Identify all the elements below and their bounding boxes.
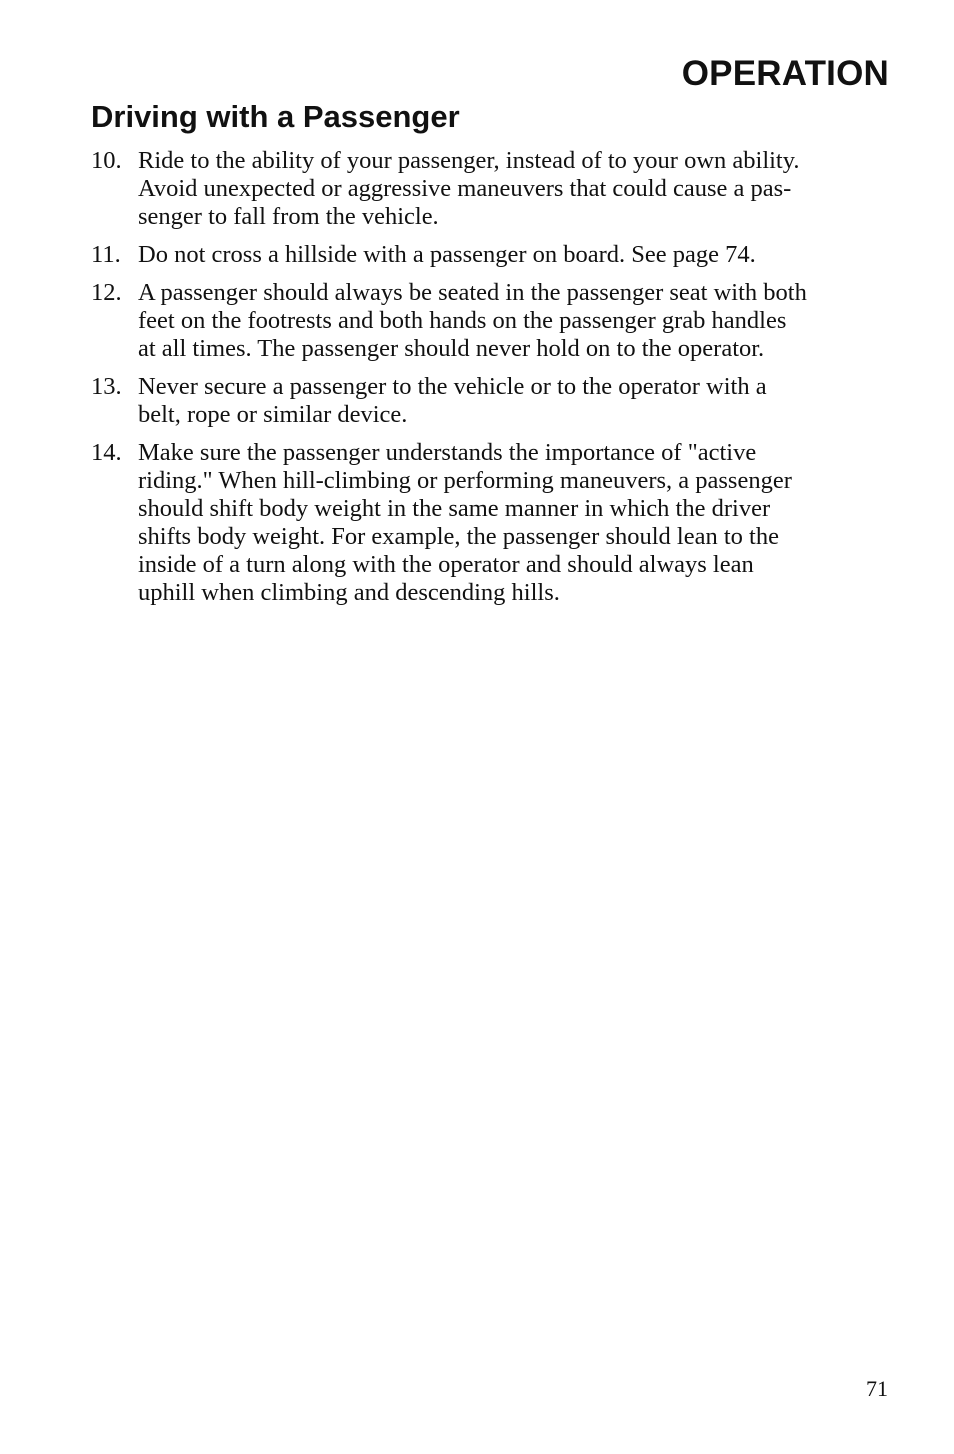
section-header: OPERATION [681, 54, 889, 93]
item-text-line: shifts body weight. For example, the passenger should lean to the [138, 523, 779, 550]
item-text-line: senger to fall from the vehicle. [138, 203, 439, 230]
item-text-line: feet on the footrests and both hands on the passenger grab handles [138, 307, 787, 334]
item-text-line: Make sure the passenger understands the importance of "active [138, 439, 757, 466]
item-text-line: uphill when climbing and descending hills. [138, 579, 560, 606]
list-item [91, 439, 891, 607]
item-number: 14. [91, 439, 122, 466]
item-text-line: Do not cross a hillside with a passenger on board. See page 74. [138, 241, 756, 268]
list-item [91, 147, 891, 231]
item-number: 13. [91, 373, 122, 400]
item-text-line: riding." When hill-climbing or performing maneuvers, a passenger [138, 467, 792, 494]
page-title: Driving with a Passenger [91, 99, 460, 134]
item-number: 12. [91, 279, 122, 306]
item-text-line: at all times. The passenger should never hold on to the operator. [138, 335, 765, 362]
item-text-line: A passenger should always be seated in the passenger seat with both [138, 279, 807, 306]
item-text-line: Ride to the ability of your passenger, instead of to your own ability. [138, 147, 800, 174]
list-item [91, 373, 891, 429]
item-text-line: Avoid unexpected or aggressive maneuvers that could cause a pas- [138, 175, 792, 202]
item-number: 10. [91, 147, 122, 174]
list-item [91, 241, 891, 269]
item-text-line: inside of a turn along with the operator and should always lean [138, 551, 754, 578]
list-item [91, 279, 891, 363]
item-number: 11. [91, 241, 121, 268]
item-text-line: Never secure a passenger to the vehicle or to the operator with a [138, 373, 767, 400]
instruction-list [91, 147, 891, 617]
item-text-line: should shift body weight in the same manner in which the driver [138, 495, 771, 522]
page-number: 71 [866, 1376, 888, 1401]
item-text-line: belt, rope or similar device. [138, 401, 408, 428]
